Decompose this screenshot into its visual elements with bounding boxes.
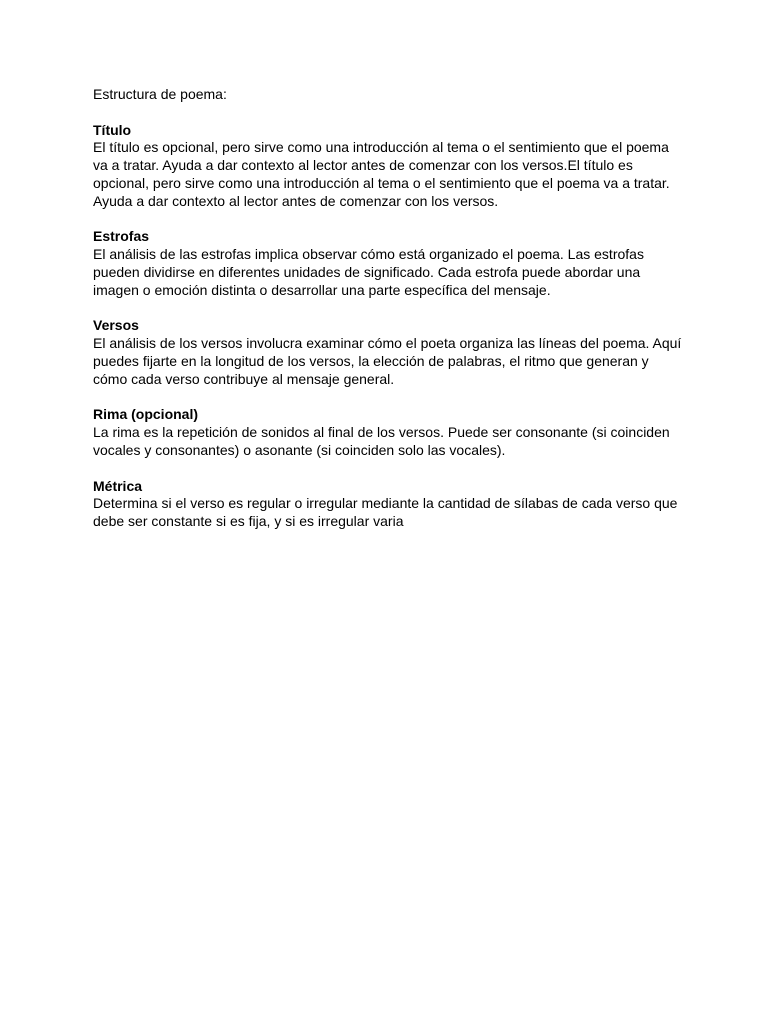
section-estrofas [93, 228, 683, 299]
section-rima [93, 406, 683, 459]
section-body: El título es opcional, pero sirve como una introducción al tema o el sentimiento que el poema va a tratar. Ayuda a dar contexto al lector antes de comenzar con los versos.El título es opcional, pero sirve como una introducción al tema o el sentimiento que el poema va a tratar. Ayuda a dar contexto al lector antes de comenzar con los versos. [93, 139, 670, 209]
section-titulo [93, 122, 683, 211]
section-heading: Versos [93, 317, 139, 334]
section-versos [93, 317, 683, 388]
section-heading: Título [93, 121, 132, 138]
section-body: El análisis de las estrofas implica observar cómo está organizado el poema. Las estrofas pueden dividirse en diferentes unidades de significado. Cada estrofa puede abordar una imagen o emoción distinta o desarrollar una parte específica del mensaje. [93, 246, 644, 298]
document-title: Estructura de poema: [93, 86, 227, 102]
section-heading: Rima (opcional) [93, 406, 199, 423]
document-page [93, 86, 683, 549]
section-heading: Estrofas [93, 228, 150, 245]
section-body: El análisis de los versos involucra examinar cómo el poeta organiza las líneas del poema. Aquí puedes fijarte en la longitud de los versos, la elección de palabras, el ritmo que generan y cómo cada verso contribuye al mensaje general. [93, 335, 682, 387]
section-metrica [93, 478, 683, 531]
section-body: Determina si el verso es regular o irregular mediante la cantidad de sílabas de cada verso que debe ser constante si es fija, y si es irregular varia [93, 495, 678, 530]
section-body: La rima es la repetición de sonidos al final de los versos. Puede ser consonante (si coinciden vocales y consonantes) o asonante (si coinciden solo las vocales). [93, 424, 670, 458]
section-heading: Métrica [93, 477, 143, 494]
